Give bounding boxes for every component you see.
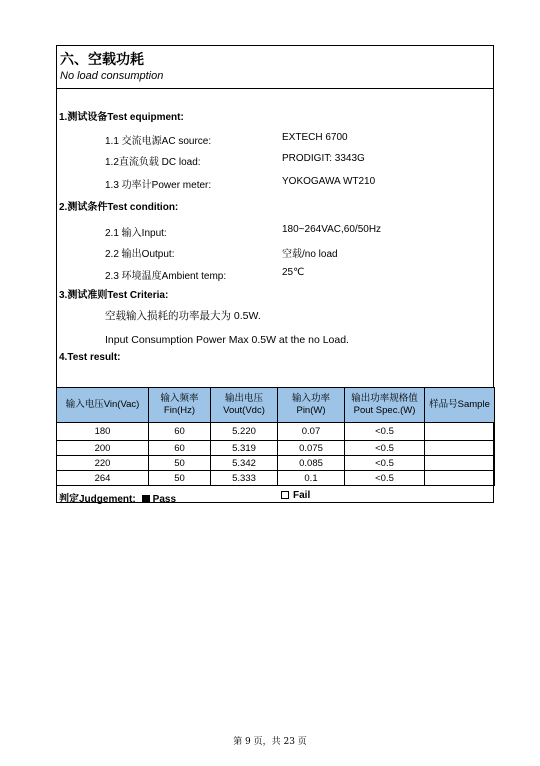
condition-label-1: 2.1 输入Input: [105,228,167,239]
cell-fin: 50 [149,471,211,486]
cell-fin: 60 [149,441,211,456]
cell-vout: 5.319 [211,441,278,456]
equipment-value-1: EXTECH 6700 [282,132,348,143]
judgement-label: 判定Judgement: [59,494,136,505]
header-sample: 样品号Sample [425,388,495,423]
cell-pin: 0.085 [278,456,345,471]
equipment-value-3: YOKOGAWA WT210 [282,176,376,187]
fail-checkbox-empty-icon [281,491,289,499]
report-frame [56,45,494,503]
judgement-pass: Pass [152,494,177,505]
judgement-line [59,490,176,505]
header-pin: 输入功率 Pin(W) [278,388,345,423]
table-row [57,423,495,441]
cell-sample [425,441,495,456]
cell-sample [425,456,495,471]
cell-pout-spec: <0.5 [345,471,425,486]
condition-value-3: 25℃ [282,267,305,278]
header-vout: 输出电压 Vout(Vdc) [211,388,278,423]
result-table-header-row [57,388,495,423]
condition-value-2: 空载/no load [282,249,338,260]
result-heading: 4.Test result: [59,352,121,363]
header-pout-spec: 输出功率规格值 Pout Spec.(W) [345,388,425,423]
result-table [56,387,495,486]
table-row [57,456,495,471]
condition-label-3: 2.3 环境温度Ambient temp: [105,271,227,282]
cell-sample [425,471,495,486]
equipment-heading: 1.测试设备Test equipment: [59,112,184,123]
header-fin: 输入频率 Fin(Hz) [149,388,211,423]
header-vin: 输入电压Vin(Vac) [57,388,149,423]
section-title-cn: 六、空载功耗 [60,51,144,67]
criteria-line-en: Input Consumption Power Max 0.5W at the no Load. [105,334,349,346]
cell-vin: 220 [57,456,149,471]
table-row [57,471,495,486]
equipment-value-2: PRODIGIT: 3343G [282,153,365,164]
cell-pin: 0.07 [278,423,345,441]
section-title-block [57,46,493,89]
cell-vout: 5.220 [211,423,278,441]
equipment-label-3: 1.3 功率计Power meter: [105,180,212,191]
cell-pout-spec: <0.5 [345,423,425,441]
page-footer: 第 9 页，共 23 页 [233,737,307,747]
cell-pout-spec: <0.5 [345,456,425,471]
pass-checkbox-checked-icon [142,495,150,503]
cell-vin: 180 [57,423,149,441]
cell-pout-spec: <0.5 [345,441,425,456]
equipment-label-1: 1.1 交流电源AC source: [105,136,212,147]
condition-label-2: 2.2 输出Output: [105,249,175,260]
criteria-heading: 3.测试准则Test Criteria: [59,290,169,301]
cell-vin: 264 [57,471,149,486]
table-row [57,441,495,456]
cell-fin: 60 [149,423,211,441]
condition-value-1: 180~264VAC,60/50Hz [282,224,382,235]
section-title-en: No load consumption [60,70,164,82]
condition-heading: 2.测试条件Test condition: [59,202,179,213]
judgement-fail-option [281,490,310,501]
cell-fin: 50 [149,456,211,471]
cell-vout: 5.333 [211,471,278,486]
criteria-line-cn: 空载输入损耗的功率最大为 0.5W. [105,310,261,322]
cell-sample [425,423,495,441]
cell-vin: 200 [57,441,149,456]
cell-pin: 0.1 [278,471,345,486]
judgement-fail: Fail [293,490,311,501]
equipment-label-2: 1.2直流负载 DC load: [105,157,201,168]
cell-vout: 5.342 [211,456,278,471]
cell-pin: 0.075 [278,441,345,456]
